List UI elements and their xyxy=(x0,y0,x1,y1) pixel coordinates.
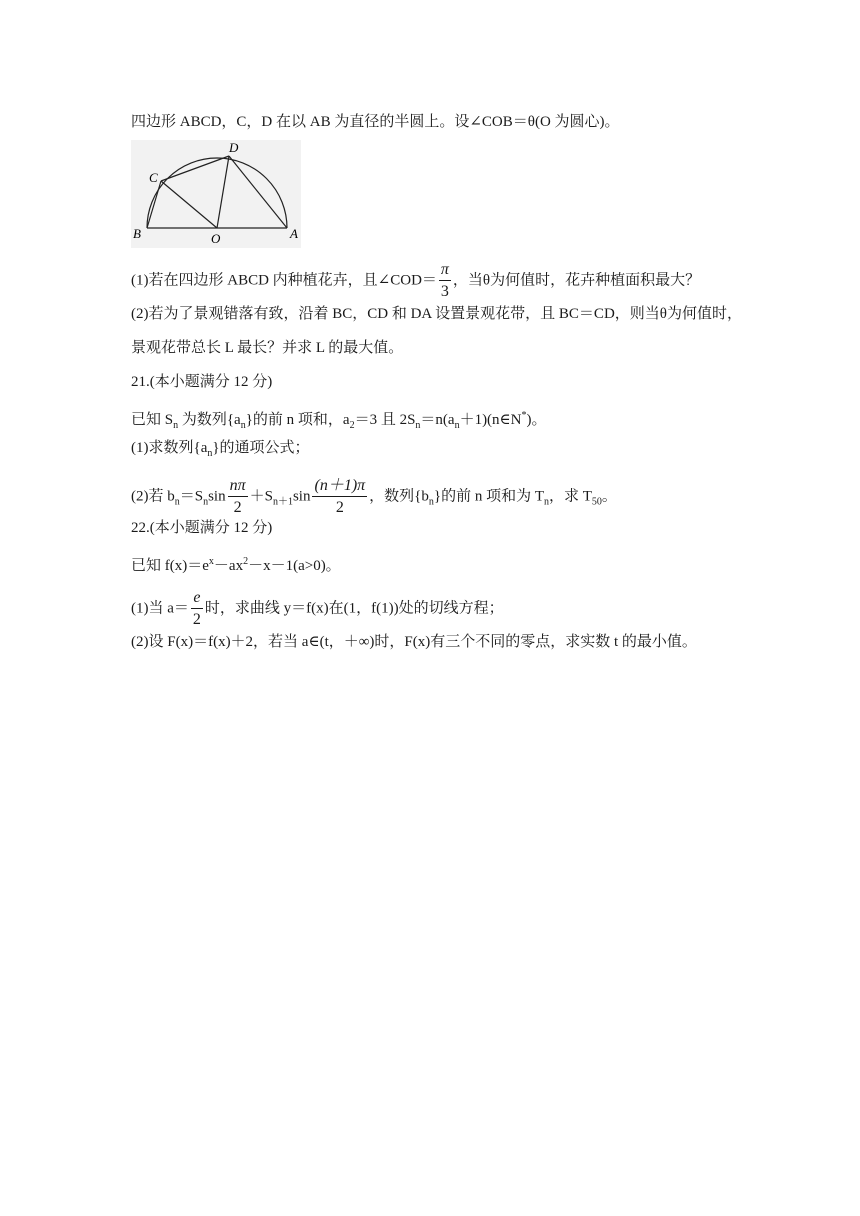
q20-part1: (1)若在四边形 ABCD 内种植花卉，且∠COD＝ $\frac{\pi}{3}$ ，当θ为何值时，花卉种植面积最大？ xyxy=(131,261,701,300)
q22-stem: 已知 $f(x)=e^x-ax^2-x-1(a>0)$。 xyxy=(131,556,341,574)
label-o: O xyxy=(211,231,221,246)
q20-part2-line1: (2)若为了景观错落有致，沿着 BC，CD 和 DA 设置景观花带，且 BC＝CD，则当θ为何值时， xyxy=(131,306,742,322)
label-b: B xyxy=(133,226,141,241)
fraction-n1pi-over-2: $\frac{(n+1)\pi}{2}$ xyxy=(314,477,366,516)
label-a: A xyxy=(290,226,298,241)
problem-intro-line: 四边形 ABCD，C，D 在以 AB 为直径的半圆上。设∠COB＝θ(O 为圆心)。 xyxy=(131,114,620,130)
q21-stem: 已知 $S_n$ 为数列$\{a_n\}$的前 n 项和，$a_2=3$ 且 $2S_n=n(a_n+1)(n\in N^*)$。 xyxy=(131,410,547,431)
label-d: D xyxy=(229,140,239,155)
q21-heading: 21.(本小题满分 12 分) xyxy=(131,374,273,390)
q22-part1: (1)当 a＝ $\frac{e}{2}$ 时，求曲线 y＝f(x)在(1，f(1))处的切线方程； xyxy=(131,589,504,628)
label-c: C xyxy=(149,170,158,185)
q21-part2: (2)若 $b_n=S_n\sin$ $\frac{n\pi}{2}$ $+S_{n+1}\sin$ $\frac{(n+1)\pi}{2}$ ，数列$\{b_n\}$的前 n 项和为 $T_n$，求 $T_{50}$。 xyxy=(131,477,617,516)
fraction-pi-over-3: $\frac{\pi}{3}$ xyxy=(440,261,449,300)
q22-part2: (2)设 F(x)＝f(x)＋2，若当 a∈(t，＋∞)时，F(x)有三个不同的零点，求实数 t 的最小值。 xyxy=(131,634,697,650)
fraction-npi-over-2: $\frac{n\pi}{2}$ xyxy=(229,477,246,516)
semicircle-figure xyxy=(131,140,301,248)
q20-part2-line2: 景观花带总长 L 最长？并求 L 的最大值。 xyxy=(131,340,404,356)
q21-part1: (1)求数列$\{a_n\}$的通项公式； xyxy=(131,440,310,459)
fraction-e-over-2: $\frac{e}{2}$ xyxy=(192,589,201,628)
q22-heading: 22.(本小题满分 12 分) xyxy=(131,520,273,536)
